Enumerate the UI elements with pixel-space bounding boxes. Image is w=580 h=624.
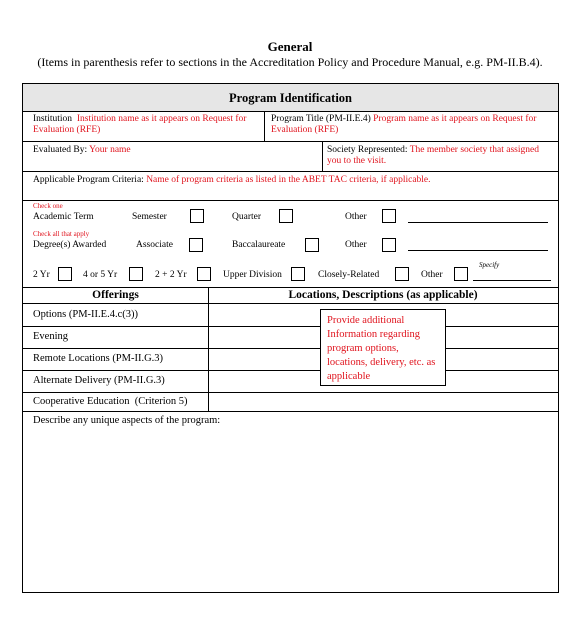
semester-label: Semester (132, 212, 167, 222)
degree-other-input[interactable] (408, 250, 548, 251)
evaluated-by-hint: Your name (89, 145, 131, 155)
divider (23, 303, 558, 304)
term-other-label: Other (345, 212, 367, 222)
divider (23, 171, 558, 172)
degree-other-label: Other (345, 240, 367, 250)
specify-label: Specify (479, 261, 500, 269)
institution-field[interactable] (33, 114, 259, 136)
degrees-label: Degree(s) Awarded (33, 240, 107, 250)
two-year-label: 2 Yr (33, 270, 50, 280)
divider (322, 141, 323, 171)
type-other-label: Other (421, 270, 443, 280)
page-title: General (267, 39, 313, 54)
academic-term-instruction: Check one (33, 202, 63, 210)
quarter-checkbox[interactable] (279, 209, 293, 223)
criteria-hint: Name of program criteria as listed in the ABET TAC criteria, if applicable. (146, 175, 431, 185)
criteria-field[interactable] (33, 175, 431, 186)
degree-other-checkbox[interactable] (382, 238, 396, 252)
program-title-hint: Program name as it appears on Request for Evaluation (RFE) (271, 114, 537, 135)
divider (23, 200, 558, 201)
divider (23, 370, 558, 371)
term-other-input[interactable] (408, 222, 548, 223)
locations-header: Locations, Descriptions (as applicable) (288, 289, 478, 301)
offering-row-options: Options (PM-II.E.4.c(3)) (33, 309, 138, 320)
offerings-note-callout: Provide additional Information regarding program options, locations, delivery, etc. as applicable (320, 309, 446, 386)
divider (264, 111, 265, 141)
program-title-label: Program Title (PM-II.E.4) (271, 114, 371, 124)
society-hint: The member society that assigned you to the visit. (327, 145, 539, 166)
divider (23, 348, 558, 349)
program-identification-form (22, 83, 559, 593)
quarter-label: Quarter (232, 212, 262, 222)
semester-checkbox[interactable] (190, 209, 204, 223)
baccalaureate-label: Baccalaureate (232, 240, 286, 250)
evaluated-by-field[interactable] (33, 145, 313, 156)
type-other-input[interactable] (473, 280, 551, 281)
type-other-checkbox[interactable] (454, 267, 468, 281)
two-plus-two-checkbox[interactable] (197, 267, 211, 281)
divider (23, 141, 558, 142)
upper-division-label: Upper Division (223, 270, 282, 280)
academic-term-label: Academic Term (33, 212, 94, 222)
criteria-label: Applicable Program Criteria: (33, 175, 144, 185)
divider (23, 411, 558, 412)
associate-checkbox[interactable] (189, 238, 203, 252)
evaluated-by-label: Evaluated By: (33, 145, 88, 155)
divider (23, 111, 558, 112)
two-year-checkbox[interactable] (58, 267, 72, 281)
offering-row-coop: Cooperative Education (Criterion 5) (33, 396, 188, 407)
society-field[interactable] (327, 145, 555, 167)
page-subtitle: (Items in parenthesis refer to sections in the Accreditation Policy and Procedure Manual, e.g. PM-II.B.4). (37, 55, 543, 69)
divider (23, 326, 558, 327)
offering-row-evening: Evening (33, 331, 68, 342)
institution-label: Institution (33, 114, 73, 124)
offering-row-alternate: Alternate Delivery (PM-II.G.3) (33, 375, 165, 386)
closely-related-label: Closely-Related (318, 270, 380, 280)
associate-label: Associate (136, 240, 173, 250)
degrees-instruction: Check all that apply (33, 230, 90, 238)
upper-division-checkbox[interactable] (291, 267, 305, 281)
divider (23, 392, 558, 393)
society-label: Society Represented: (327, 145, 408, 155)
four-five-year-checkbox[interactable] (129, 267, 143, 281)
four-five-year-label: 4 or 5 Yr (83, 270, 118, 280)
offerings-header: Offerings (92, 289, 139, 301)
unique-aspects-label: Describe any unique aspects of the program: (33, 415, 221, 426)
section-title: Program Identification (228, 91, 353, 105)
offering-row-remote: Remote Locations (PM-II.G.3) (33, 353, 164, 364)
divider (23, 287, 558, 288)
term-other-checkbox[interactable] (382, 209, 396, 223)
program-title-field[interactable] (271, 114, 555, 136)
baccalaureate-checkbox[interactable] (305, 238, 319, 252)
two-plus-two-label: 2 + 2 Yr (155, 270, 187, 280)
closely-related-checkbox[interactable] (395, 267, 409, 281)
institution-hint: Institution name as it appears on Request for Evaluation (RFE) (33, 114, 247, 135)
